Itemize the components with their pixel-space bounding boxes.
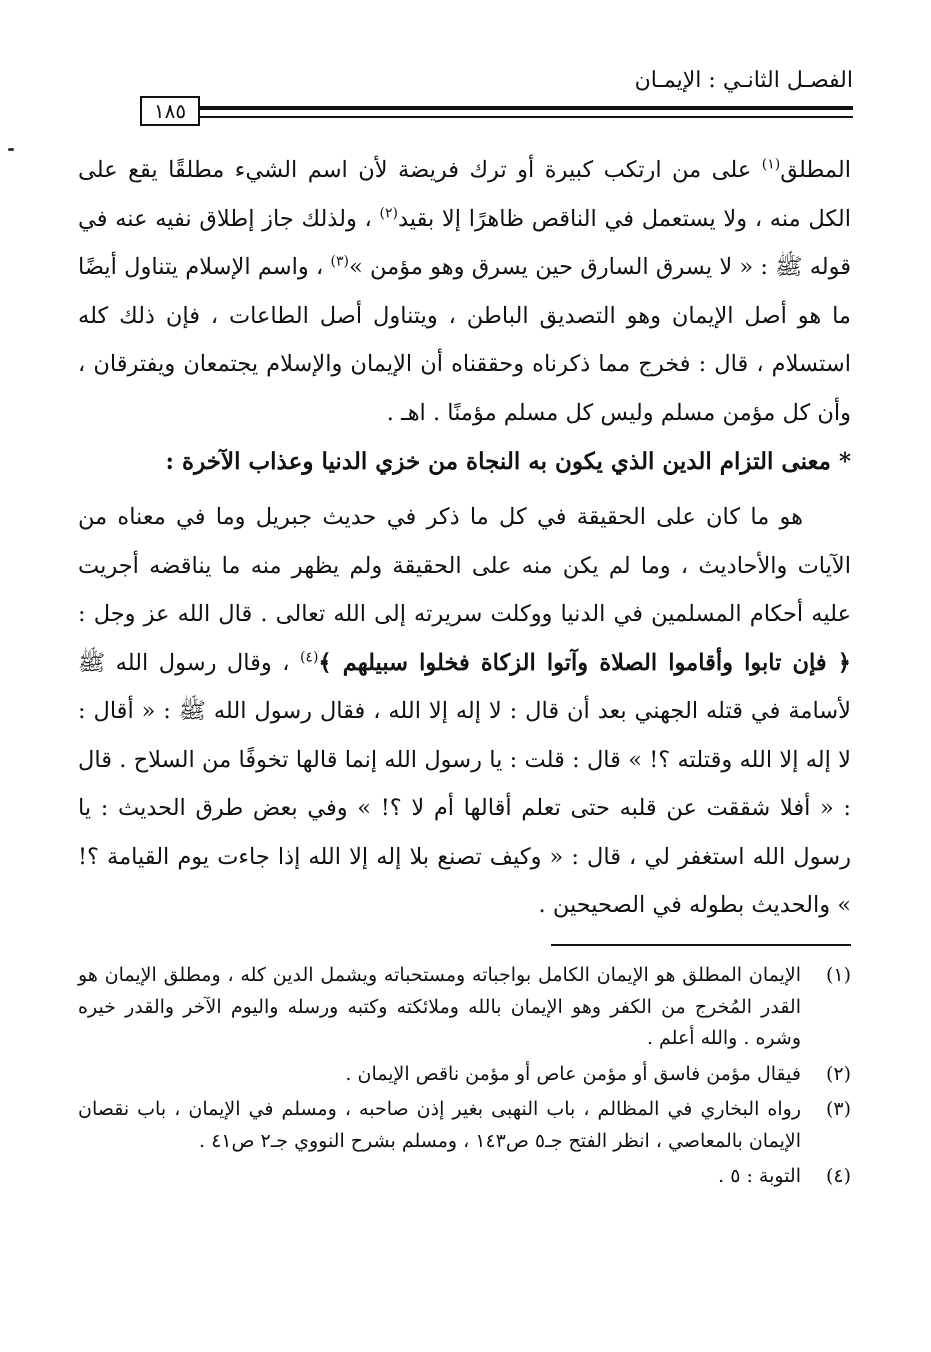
- chapter-title: الفصـل الثانـي : الإيمـان: [634, 68, 853, 93]
- footnote-item: [78, 1059, 851, 1091]
- p2-text-a: هو ما كان على الحقيقة في كل ما ذكر في حديث جبريل وما في معناه من الآيات والأحاديث ، وما لم يكن منه على الحقيقة ولم يظهر منه ما يناقضه أجريت عليه أحكام المسلمين في الدنيا ووكلت سريرته إلى الله تعالى . قال الله عز وجل :: [78, 504, 851, 627]
- paragraph-1: [78, 146, 851, 437]
- body-text: [78, 146, 851, 930]
- footnote-text: الإيمان المطلق هو الإيمان الكامل بواجباته ومستحباته ويشمل الدين كله ، ومطلق الإيمان هو القدر المُخرج من الكفر وهو الإيمان بالله وملائكته وكتبه ورسله واليوم الآخر والقدر خيره وشره . والله أعلم .: [78, 964, 801, 1049]
- footnote-separator: [551, 944, 851, 946]
- p1-text-d: ، واسم الإسلام يتناول أيضًا ما هو أصل الإيمان وهو التصديق الباطن ، ويتناول أصل الطاعات ، فإن ذلك كله استسلام ، قال : فخرج مما ذكرناه وحققناه أن الإيمان والإسلام يجتمعان ويفترقان ، وأن كل مؤمن مسلم وليس كل مسلم مؤمنًا . اهـ .: [78, 254, 851, 426]
- p1-text-c: ، ولذلك جاز إطلاق نفيه عنه في قوله ﷺ : « لا يسرق السارق حين يسرق وهو مؤمن »: [78, 205, 851, 280]
- footnote-number: (٤): [825, 1165, 851, 1187]
- footnote-ref-2: (٢): [379, 205, 398, 221]
- footnote-ref-3: (٣): [330, 253, 350, 270]
- p2-text-b: ، وقال رسول الله ﷺ لأسامة في قتله الجهني بعد أن قال : لا إله إلا الله ، فقال رسول الله ﷺ : « أقال : لا إله إلا الله وقتلته ؟! » قال : قلت : يا رسول الله إنما قالها تخوفًا من السلاح . قال : « أفلا شققت عن قلبه حتى تعلم أقالها أم لا ؟! » وفي بعض طرق الحديث : يا رسول الله استغفر لي ، قال : « وكيف تصنع بلا إله إلا الله إذا جاءت يوم القيامة ؟! » والحديث بطوله في الصحيحين .: [78, 649, 851, 918]
- footnote-ref-4: (٤): [299, 649, 319, 665]
- footnote-item: [78, 1094, 851, 1157]
- section-heading: * معنى التزام الدين الذي يكون به النجاة من خزي الدنيا وعذاب الآخرة :: [165, 448, 851, 475]
- p1-text-a: المطلق: [780, 157, 851, 183]
- p1-text-b: على من ارتكب كبيرة أو ترك فريضة لأن اسم الشيء مطلقًا يقع على الكل منه ، ولا يستعمل في الناقص ظاهرًا إلا بقيد: [78, 157, 851, 232]
- footnotes: [78, 960, 851, 1197]
- margin-mark: [8, 148, 14, 151]
- footnote-text: رواه البخاري في المظالم ، باب النهبى بغير إذن صاحبه ، ومسلم في الإيمان ، باب نقصان الإيمان بالمعاصي ، انظر الفتح جـ٥ ص١٤٣ ، ومسلم بشرح النووي جـ٢ ص٤١ .: [78, 1098, 801, 1152]
- quran-verse: ﴿ فإن تابوا وأقاموا الصلاة وآتوا الزكاة فخلوا سبيلهم ﴾: [318, 649, 851, 676]
- paragraph-2: [78, 493, 851, 930]
- footnote-text: فيقال مؤمن فاسق أو مؤمن عاص أو مؤمن ناقص الإيمان .: [345, 1062, 801, 1085]
- footnote-ref-1: (١): [761, 156, 781, 173]
- page-number: ١٨٥: [140, 96, 200, 126]
- footnote-number: (١): [825, 964, 851, 986]
- footnote-number: (٣): [825, 1098, 851, 1120]
- footnote-text: التوبة : ٥ .: [718, 1165, 801, 1187]
- footnote-number: (٢): [825, 1062, 851, 1085]
- footnote-item: [78, 960, 851, 1055]
- footnote-item: [78, 1161, 851, 1193]
- header-rule-thick: [200, 106, 853, 110]
- header-rule-thin: [200, 116, 853, 118]
